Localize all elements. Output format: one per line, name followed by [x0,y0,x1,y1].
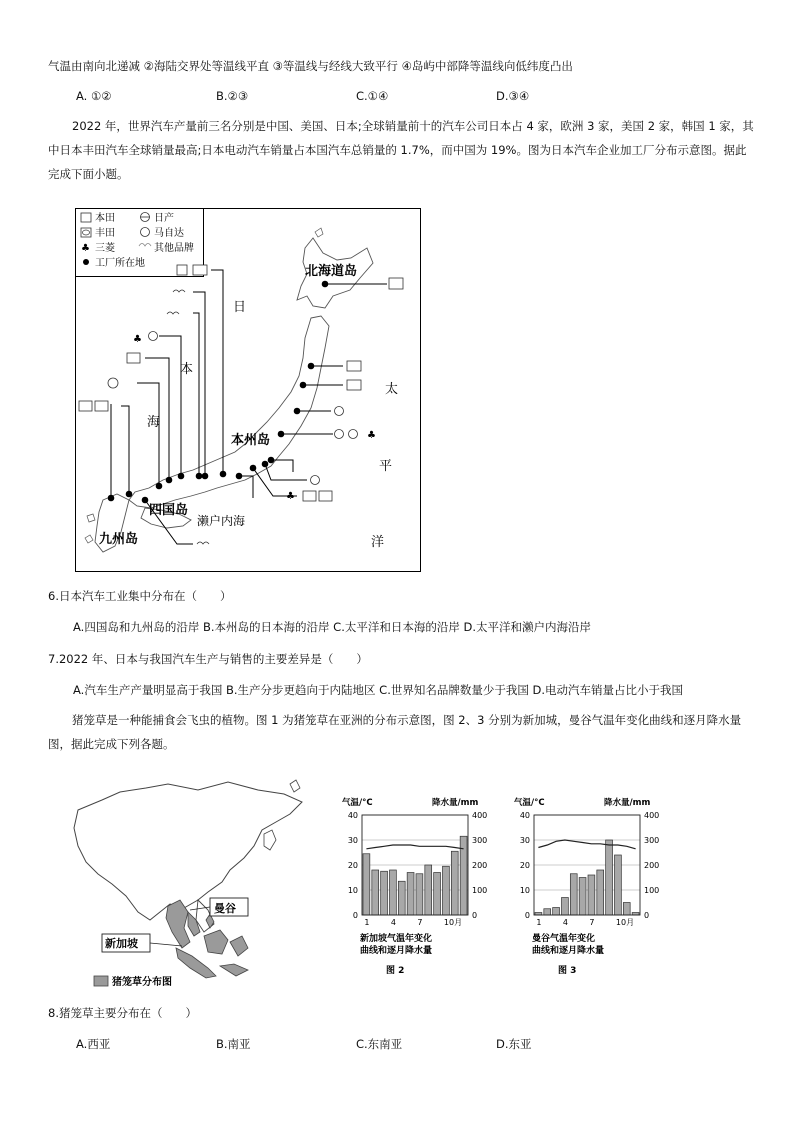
precip-bar-month-5 [570,874,577,915]
legend-nissan: 日产 [154,213,174,224]
factory-dot-icon [83,259,89,265]
label-hokkaido: 北海道岛 [305,264,358,279]
precip-bar-month-8 [597,870,604,915]
label-setouchi: 濑户内海 [197,514,246,528]
right-tick-label: 200 [472,861,488,870]
passage-japan-auto: 2022 年，世界汽车产量前三名分别是中国、美国、日本;全球销量前十的汽车公司日本占 4 家，欧洲 3 家，美国 2 家，韩国 1 家，其中日本丰田汽车全球销量最高;日本电动汽车销量占本国汽车总销量的 1.7%，而中国为 19%。图为日本汽车企业加工厂分布示意图。据此完成下面小题。 [48,119,754,181]
legend-mitsubishi: 三菱 [95,243,115,254]
legend-toyota: 丰田 [95,228,115,239]
left-tick-label: 30 [347,836,358,845]
temperature-line [538,840,635,849]
x-tick-label: 1 [364,918,370,927]
right-tick-label: 200 [644,861,660,870]
svg-text:♣: ♣ [286,491,295,502]
label-sea-ri: 日 [233,300,247,315]
x-tick-label: 1 [536,918,542,927]
right-axis-title: 降水量/mm [432,798,479,808]
precip-bar-month-9 [606,840,613,915]
legend-honda: 本田 [95,213,115,224]
q5-option-c[interactable]: C.①④ [356,89,389,103]
precip-bar-month-3 [553,908,560,916]
label-singapore: 新加坡 [105,937,138,950]
right-axis-title: 降水量/mm [604,798,651,808]
q8-option-a[interactable]: A.西亚 [76,1037,111,1051]
legend-other: 其他品牌 [154,243,194,254]
precip-bar-month-6 [407,873,414,916]
q8-stem: 8.猪笼草主要分布在（ ） [48,1006,197,1020]
x-tick-label: 10月 [443,918,463,927]
label-ocean-ping: 平 [379,459,393,474]
chart-caption-line-2: 曲线和逐月降水量 [532,946,605,956]
precip-bar-month-8 [425,865,432,915]
left-tick-label: 30 [519,836,530,845]
q8-option-b[interactable]: B.南亚 [216,1037,251,1051]
precip-bar-month-11 [623,903,630,916]
precip-bar-month-4 [390,870,397,915]
label-sea-hai: 海 [147,415,161,430]
asia-distribution-map [58,772,320,994]
right-tick-label: 300 [644,836,660,845]
label-kyushu: 九州岛 [99,532,139,547]
right-tick-label: 400 [644,811,660,820]
legend-swatch [94,976,108,986]
q8-option-d[interactable]: D.东亚 [496,1037,532,1051]
precip-bar-month-9 [434,873,441,916]
precip-bar-month-1 [363,854,370,915]
svg-text:♣: ♣ [133,334,142,345]
label-bangkok: 曼谷 [214,902,236,915]
q6-stem: 6.日本汽车工业集中分布在（ ） [48,589,232,603]
precip-bar-month-10 [443,866,450,915]
q5-stem-tail: 气温由南向北递减 ②海陆交界处等温线平直 ③等温线与经线大致平行 ④岛屿中部降等温线向低纬度凸出 [48,59,573,73]
temperature-line [366,845,463,849]
right-tick-label: 400 [472,811,488,820]
left-tick-label: 0 [524,911,530,920]
q6-options[interactable]: A.四国岛和九州岛的沿岸 B.本州岛的日本海的沿岸 C.太平洋和日本海的沿岸 D.太平洋和濑户内海沿岸 [73,620,592,634]
legend-mazda: 马自达 [154,228,184,239]
precip-bar-month-4 [562,898,569,916]
label-shikoku: 四国岛 [149,503,189,518]
right-tick-label: 300 [472,836,488,845]
left-tick-label: 0 [352,911,358,920]
right-tick-label: 100 [644,886,660,895]
right-tick-label: 100 [472,886,488,895]
left-tick-label: 20 [347,861,358,870]
left-tick-label: 40 [347,811,358,820]
q8-option-c[interactable]: C.东南亚 [356,1037,403,1051]
precip-bar-month-7 [416,874,423,915]
figure-label: 图 2 [386,966,405,976]
label-ocean-yang: 洋 [371,535,385,550]
chart-caption-line-1: 曼谷气温年变化 [532,934,596,944]
x-tick-label: 4 [390,918,397,927]
precip-bar-month-7 [588,875,595,915]
precip-bar-month-2 [372,870,379,915]
left-tick-label: 10 [519,886,530,895]
mitsubishi-logo-icon: ♣ [81,243,90,254]
precip-bar-month-2 [544,909,551,915]
precip-bar-month-3 [381,871,388,915]
precip-bar-month-10 [615,855,622,915]
right-tick-label: 0 [472,911,478,920]
precip-bar-month-11 [451,851,458,915]
chart-caption-line-2: 曲线和逐月降水量 [360,946,433,956]
label-ocean-tai: 太 [385,382,399,397]
svg-text:♣: ♣ [367,430,376,441]
label-distribution-legend: 猪笼草分布图 [112,977,172,988]
x-tick-label: 7 [589,918,595,927]
left-tick-label: 10 [347,886,358,895]
q7-options[interactable]: A.汽车生产产量明显高于我国 B.生产分步更趋向于内陆地区 C.世界知名品牌数量少于我国 D.电动汽车销量占比小于我国 [73,683,684,697]
precip-bar-month-6 [579,878,586,916]
singapore-climate-chart [340,795,508,987]
q5-option-b[interactable]: B.②③ [216,89,249,103]
chart-caption-line-1: 新加坡气温年变化 [360,934,433,944]
q7-stem: 7.2022 年、日本与我国汽车生产与销售的主要差异是（ ） [48,652,368,666]
left-axis-title: 气温/°C [514,798,545,808]
japan-factory-map [75,208,421,572]
legend-factory: 工厂所在地 [95,258,145,269]
x-tick-label: 7 [417,918,423,927]
passage-pitcher-plant: 猪笼草是一种能捕食会飞虫的植物。图 1 为猪笼草在亚洲的分布示意图，图 2、3 分别为新加城，曼谷气温年变化曲线和逐月降水量图，据此完成下列各题。 [48,713,742,751]
x-tick-label: 4 [562,918,569,927]
precip-bar-month-5 [398,881,405,915]
figure-label: 图 3 [558,966,577,976]
label-honshu: 本州岛 [231,433,271,448]
label-sea-ben: 本 [180,362,194,377]
left-tick-label: 20 [519,861,530,870]
right-tick-label: 0 [644,911,650,920]
left-tick-label: 40 [519,811,530,820]
bangkok-climate-chart [512,795,680,987]
q5-option-d[interactable]: D.③④ [496,89,530,103]
left-axis-title: 气温/°C [342,798,373,808]
x-tick-label: 10月 [615,918,635,927]
q5-option-a[interactable]: A. ①② [76,89,112,103]
